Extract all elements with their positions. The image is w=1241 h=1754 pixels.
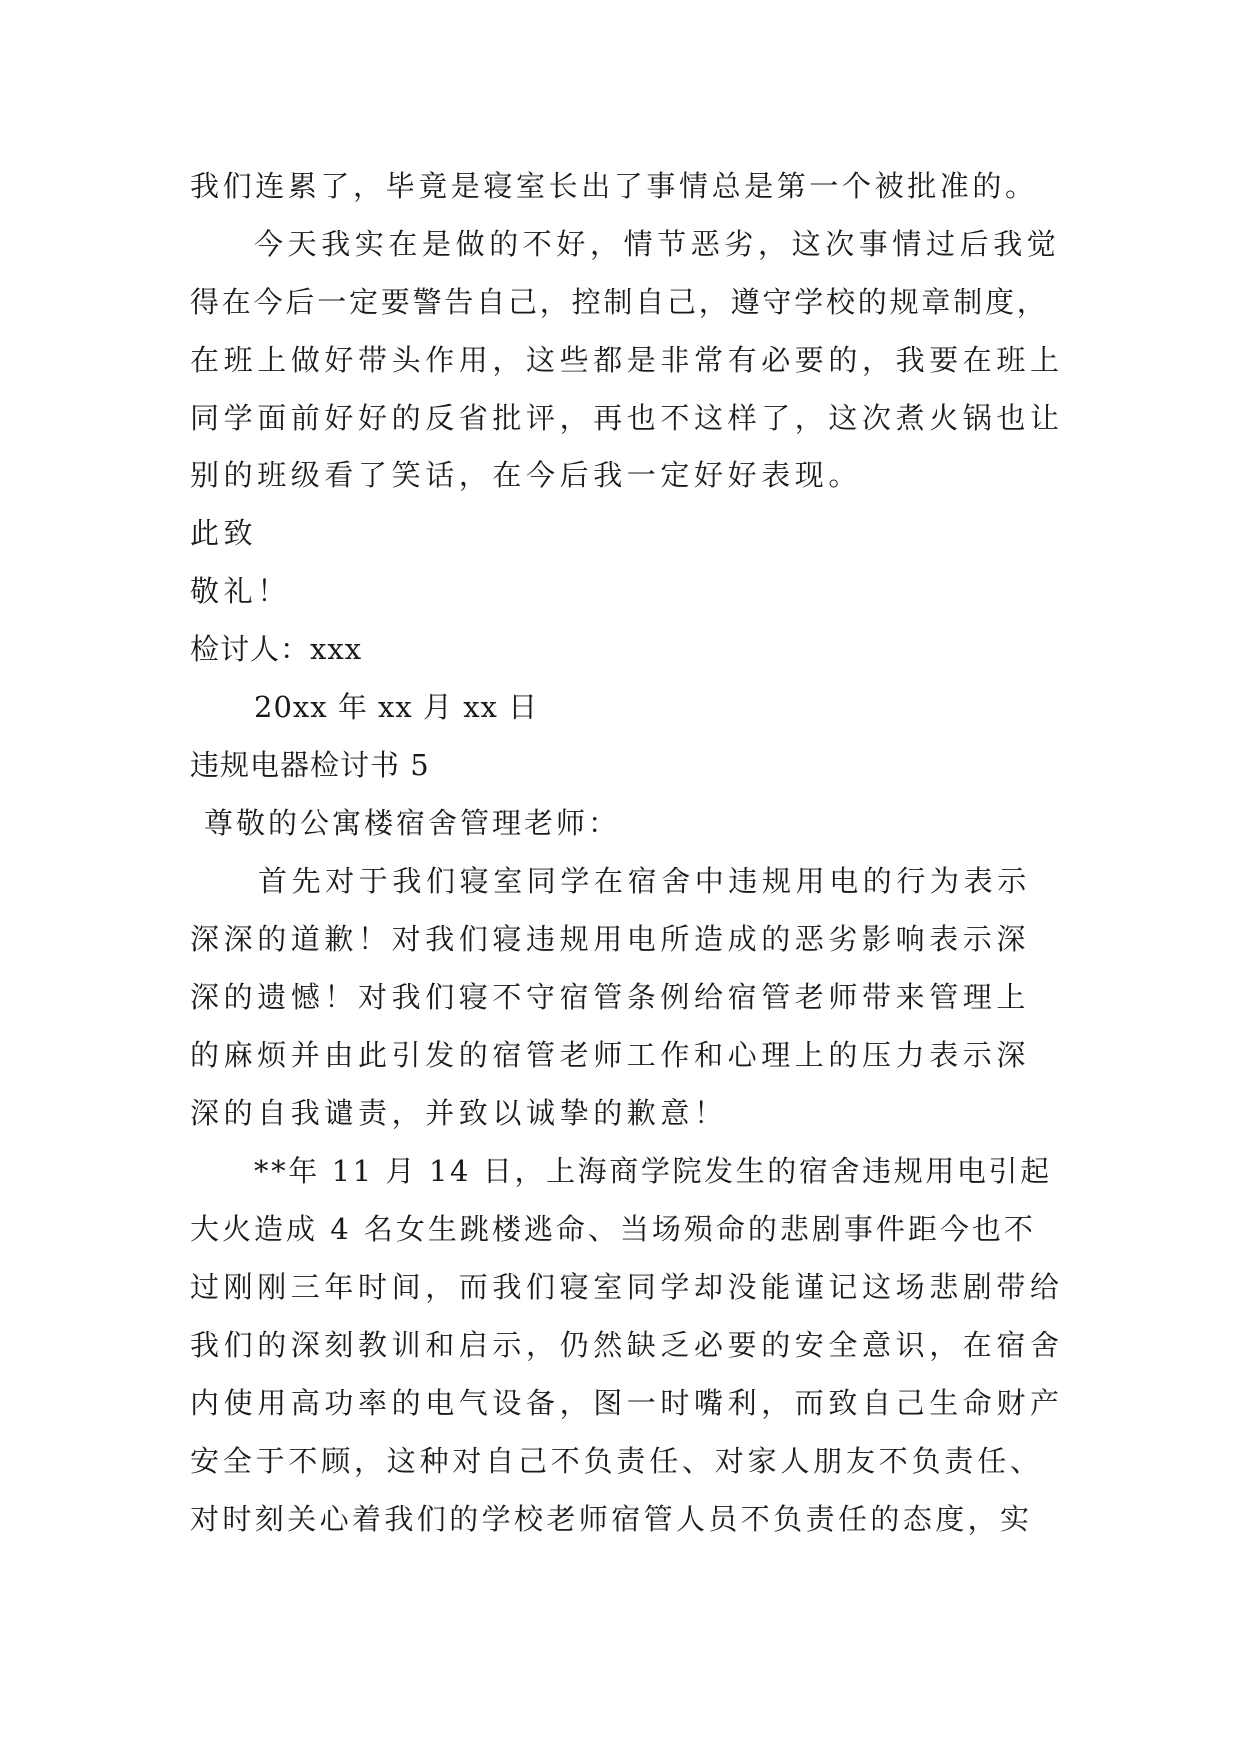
text-line: 深深的道歉！对我们寝违规用电所造成的恶劣影响表示深 bbox=[190, 922, 1031, 956]
paragraph-start-line: **年 11 月 14 日，上海商学院发生的宿舍违规用电引起 bbox=[254, 1154, 1052, 1188]
paragraph-start-line: 今天我实在是做的不好，情节恶劣，这次事情过后我觉 bbox=[254, 227, 1061, 261]
text-line: 大火造成 4 名女生跳楼逃命、当场殒命的悲剧事件距今也不 bbox=[190, 1212, 1036, 1246]
section-title: 违规电器检讨书 5 bbox=[190, 748, 430, 782]
text-line: 深的遗憾！对我们寝不守宿管条例给宿管老师带来管理上 bbox=[190, 980, 1031, 1014]
closing-salutation: 此致 bbox=[190, 516, 258, 550]
paragraph-start-line: 首先对于我们寝室同学在宿舍中违规用电的行为表示 bbox=[258, 864, 1031, 898]
text-line: 过刚刚三年时间，而我们寝室同学却没能谨记这场悲剧带给 bbox=[190, 1270, 1064, 1304]
text-line: 对时刻关心着我们的学校老师宿管人员不负责任的态度，实 bbox=[190, 1502, 1033, 1536]
signature-line: 检讨人：xxx bbox=[190, 632, 363, 666]
text-line: 我们连累了，毕竟是寝室长出了事情总是第一个被批准的。 bbox=[190, 169, 1038, 203]
text-line: 同学面前好好的反省批评，再也不这样了，这次煮火锅也让 bbox=[190, 401, 1064, 435]
text-line: 得在今后一定要警告自己，控制自己，遵守学校的规章制度， bbox=[190, 285, 1049, 319]
text-line: 安全于不顾，这种对自己不负责任、对家人朋友不负责任、 bbox=[190, 1444, 1043, 1478]
date-line: 20xx 年 xx 月 xx 日 bbox=[254, 690, 539, 724]
text-line: 的麻烦并由此引发的宿管老师工作和心理上的压力表示深 bbox=[190, 1038, 1031, 1072]
greeting-line: 尊敬的公寓楼宿舍管理老师： bbox=[204, 806, 621, 840]
text-line: 深的自我谴责，并致以诚挚的歉意！ bbox=[190, 1096, 728, 1130]
closing-regards: 敬礼！ bbox=[190, 574, 291, 608]
text-line: 别的班级看了笑话，在今后我一定好好表现。 bbox=[190, 458, 863, 492]
text-line: 内使用高功率的电气设备，图一时嘴利，而致自己生命财产 bbox=[190, 1386, 1064, 1420]
text-line: 我们的深刻教训和启示，仍然缺乏必要的安全意识，在宿舍 bbox=[190, 1328, 1064, 1362]
text-line: 在班上做好带头作用，这些都是非常有必要的，我要在班上 bbox=[190, 343, 1064, 377]
